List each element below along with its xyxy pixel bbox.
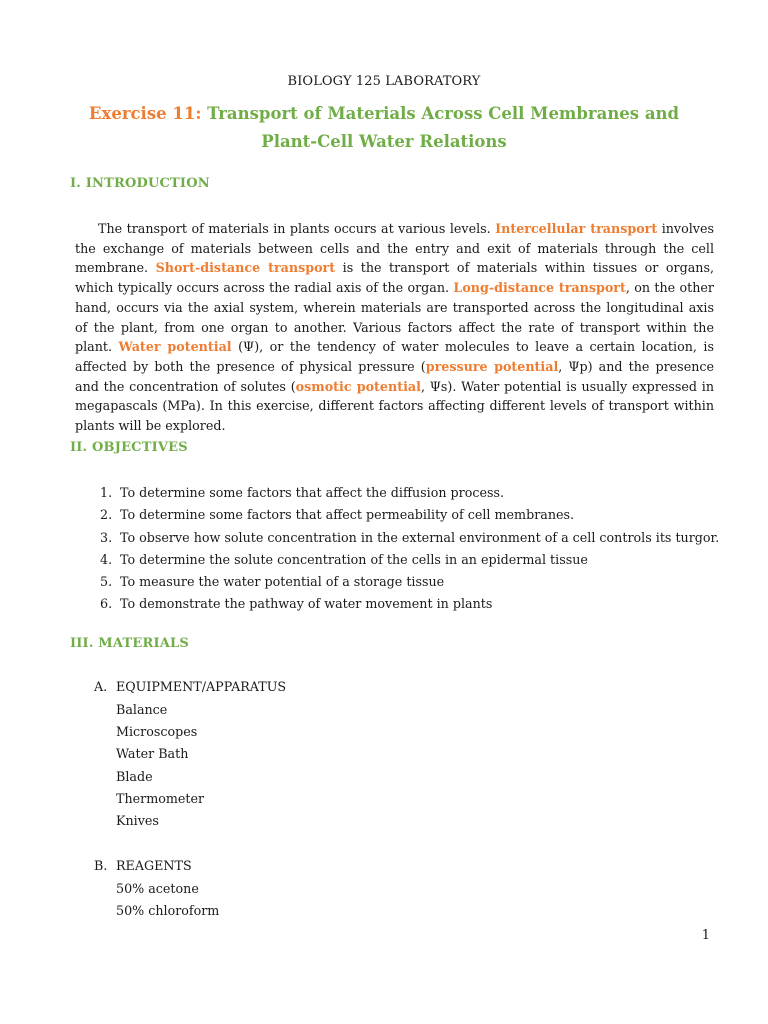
intro-text: is the transport of materials within tissues or organs, which typically occurs across the radial axis of the organ.	[75, 260, 714, 296]
term-intercellular-transport: Intercellular transport	[495, 221, 658, 236]
list-item	[100, 571, 719, 593]
list-item: Microscopes	[116, 724, 198, 740]
introduction-paragraph	[75, 219, 714, 436]
term-long-distance-transport: Long-distance transport	[453, 280, 626, 296]
list-item: Water Bath	[116, 746, 189, 762]
list-number: 5.	[100, 574, 113, 590]
subheading-label: B.	[94, 858, 108, 873]
course-header: BIOLOGY 125 LABORATORY	[287, 74, 481, 89]
list-item: Blade	[116, 768, 153, 784]
list-text: To measure the water potential of a storage tissue	[120, 574, 445, 590]
intro-text: involves the exchange of materials between cells and the entry and exit of materials through the cell membrane.	[75, 221, 714, 276]
term-osmotic-potential: osmotic potential	[295, 378, 421, 394]
term-pressure-potential: pressure potential	[425, 358, 559, 374]
list-number: 3.	[100, 529, 113, 545]
subheading-text: EQUIPMENT/APPARATUS	[116, 679, 287, 694]
intro-text: , Ψp) and the presence and the concentration of solutes (	[75, 358, 714, 394]
list-number: 4.	[100, 551, 113, 567]
list-item	[100, 482, 719, 504]
subheading-text: REAGENTS	[116, 858, 192, 873]
list-number: 1.	[100, 485, 113, 500]
list-item: Thermometer	[116, 790, 205, 806]
intro-text: The transport of materials in plants occurs at various levels.	[98, 221, 496, 236]
section-heading-objectives: II. OBJECTIVES	[70, 440, 188, 455]
list-item: 50% acetone	[116, 881, 199, 896]
list-text: To demonstrate the pathway of water movement in plants	[120, 596, 493, 612]
intro-text: (Ψ), or the tendency of water molecules to leave a certain location, is affected by both the presence of physical pressure (	[75, 339, 714, 374]
term-short-distance-transport: Short-distance transport	[155, 260, 336, 276]
list-text: To determine some factors that affect permeability of cell membranes.	[120, 507, 575, 523]
list-text: To determine some factors that affect the diffusion process.	[120, 485, 505, 500]
list-text: To determine the solute concentration of the cells in an epidermal tissue	[120, 551, 588, 567]
exercise-number: Exercise 11:	[88, 104, 202, 123]
exercise-title-text: Transport of Materials Across Cell Membranes and Plant-Cell Water Relations	[201, 104, 680, 151]
list-text: To observe how solute concentration in the external environment of a cell controls its turgor.	[120, 529, 720, 545]
list-number: 6.	[100, 596, 113, 612]
term-water-potential: Water potential	[118, 339, 232, 355]
list-item	[100, 549, 719, 571]
reagents-list	[116, 878, 219, 922]
list-item: Balance	[116, 702, 168, 717]
list-item: Knives	[116, 813, 159, 829]
list-item: 50% chloroform	[116, 903, 220, 919]
intro-text: , on the other hand, occurs via the axial system, wherein materials are transported across the longitudinal axis of the plant, from one organ to another. Various factors affect the rate of transport within the plant.	[75, 280, 714, 355]
section-heading-materials: III. MATERIALS	[70, 636, 189, 651]
list-item	[100, 593, 719, 615]
section-heading-introduction: I. INTRODUCTION	[70, 176, 210, 191]
list-item	[100, 527, 719, 549]
page-number: 1	[701, 928, 710, 943]
list-number: 2.	[100, 507, 113, 523]
intro-text: , Ψs). Water potential is usually expressed in megapascals (MPa). In this exercise, different factors affecting different levels of transport within plants will be explored.	[75, 378, 714, 434]
subheading-label: A.	[94, 679, 108, 694]
objectives-list	[100, 482, 719, 616]
list-item	[100, 504, 719, 526]
exercise-title	[60, 100, 708, 156]
equipment-list	[116, 699, 204, 832]
